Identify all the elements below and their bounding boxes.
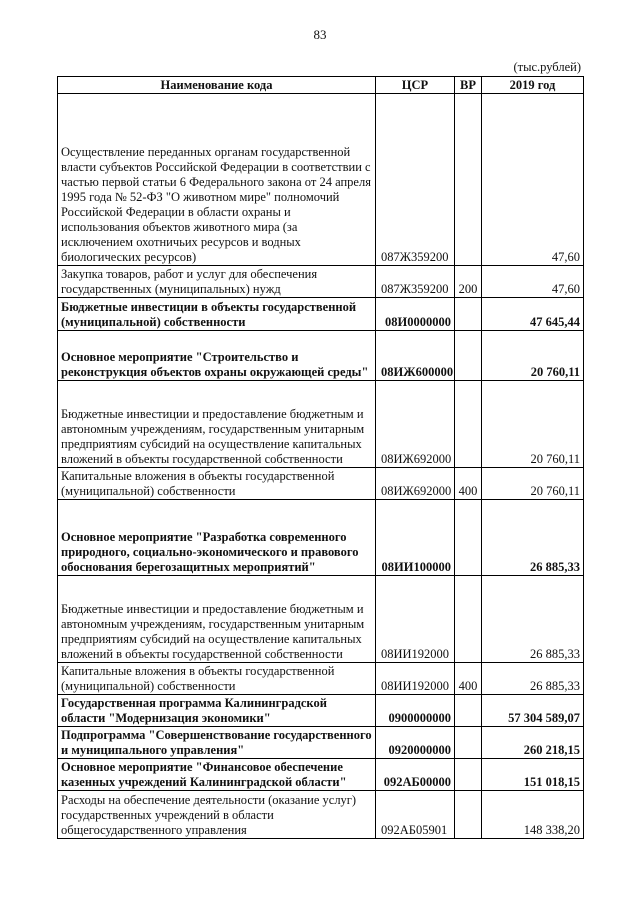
row-vr [455,576,482,663]
row-vr [455,759,482,791]
table-row [58,759,584,791]
row-value: 20 760,11 [482,381,584,468]
row-csr: 08ИИ192000 [376,576,455,663]
row-name: Закупка товаров, работ и услуг для обеспечения государственных (муниципальных) нужд [58,266,376,298]
row-csr: 087Ж359200 [376,94,455,266]
row-name: Капитальные вложения в объекты государственной (муниципальной) собственности [58,468,376,500]
row-value: 260 218,15 [482,727,584,759]
row-name: Бюджетные инвестиции и предоставление бюджетным и автономным учреждениям, государственным унитарным предприятиям субсидий на осуществление капитальных вложений в объекты государственной собственности [58,381,376,468]
table-row [58,500,584,576]
row-vr [455,695,482,727]
table-row [58,663,584,695]
row-value: 26 885,33 [482,576,584,663]
table-row [58,791,584,839]
row-csr: 08И0000000 [376,298,455,331]
table-row [58,727,584,759]
row-value: 57 304 589,07 [482,695,584,727]
row-csr: 08ИИ100000 [376,500,455,576]
table-row [58,331,584,381]
header-csr: ЦСР [376,77,455,94]
row-name: Бюджетные инвестиции в объекты государственной (муниципальной) собственности [58,298,376,331]
row-vr [455,94,482,266]
table-row [58,94,584,266]
row-value: 47,60 [482,266,584,298]
row-vr [455,791,482,839]
row-vr: 400 [455,468,482,500]
table-row [58,381,584,468]
row-value: 20 760,11 [482,468,584,500]
row-vr: 200 [455,266,482,298]
header-vr: ВР [455,77,482,94]
row-name: Основное мероприятие "Финансовое обеспечение казенных учреждений Калининградской области" [58,759,376,791]
table-row [58,468,584,500]
table-row [58,576,584,663]
row-csr: 092АБ00000 [376,759,455,791]
row-csr: 08ИЖ600000 [376,331,455,381]
row-name: Подпрограмма "Совершенствование государственного и муниципального управления" [58,727,376,759]
row-value: 20 760,11 [482,331,584,381]
row-name: Государственная программа Калининградской области "Модернизация экономики" [58,695,376,727]
row-vr [455,500,482,576]
page-number: 83 [313,27,327,42]
row-name: Капитальные вложения в объекты государственной (муниципальной) собственности [58,663,376,695]
row-name: Расходы на обеспечение деятельности (оказание услуг) государственных учреждений в области общегосударственного управления [58,791,376,839]
row-csr: 08ИИ192000 [376,663,455,695]
table-row [58,266,584,298]
row-name: Бюджетные инвестиции и предоставление бюджетным и автономным учреждениям, государственным унитарным предприятиям субсидий на осуществление капитальных вложений в объекты государственной собственности [58,576,376,663]
row-value: 26 885,33 [482,500,584,576]
header-year: 2019 год [482,77,584,94]
row-vr [455,331,482,381]
row-vr: 400 [455,663,482,695]
row-csr: 0900000000 [376,695,455,727]
row-vr [455,727,482,759]
header-name: Наименование кода [58,77,376,94]
row-value: 47,60 [482,94,584,266]
row-value: 151 018,15 [482,759,584,791]
row-value: 26 885,33 [482,663,584,695]
budget-table [57,76,584,839]
row-name: Осуществление переданных органам государственной власти субъектов Российской Федерации в соответствии с частью первой статьи 6 Федерального закона от 24 апреля 1995 года № 52-ФЗ "О животном мире" полномочий Российской Федерации в области охраны и использования объектов животного мира (за исключением охотничьих ресурсов и водных биологических ресурсов) [58,94,376,266]
table-header-row [58,77,584,94]
table-row [58,298,584,331]
row-csr: 087Ж359200 [376,266,455,298]
units-label: (тыс.рублей) [513,60,581,74]
row-name: Основное мероприятие "Строительство и реконструкция объектов охраны окружающей среды" [58,331,376,381]
row-vr [455,298,482,331]
row-csr: 08ИЖ692000 [376,468,455,500]
row-name: Основное мероприятие "Разработка современного природного, социально-экономического и правового обоснования берегозащитных мероприятий" [58,500,376,576]
row-csr: 08ИЖ692000 [376,381,455,468]
row-value: 148 338,20 [482,791,584,839]
row-value: 47 645,44 [482,298,584,331]
row-csr: 0920000000 [376,727,455,759]
row-csr: 092АБ05901 [376,791,455,839]
row-vr [455,381,482,468]
table-row [58,695,584,727]
